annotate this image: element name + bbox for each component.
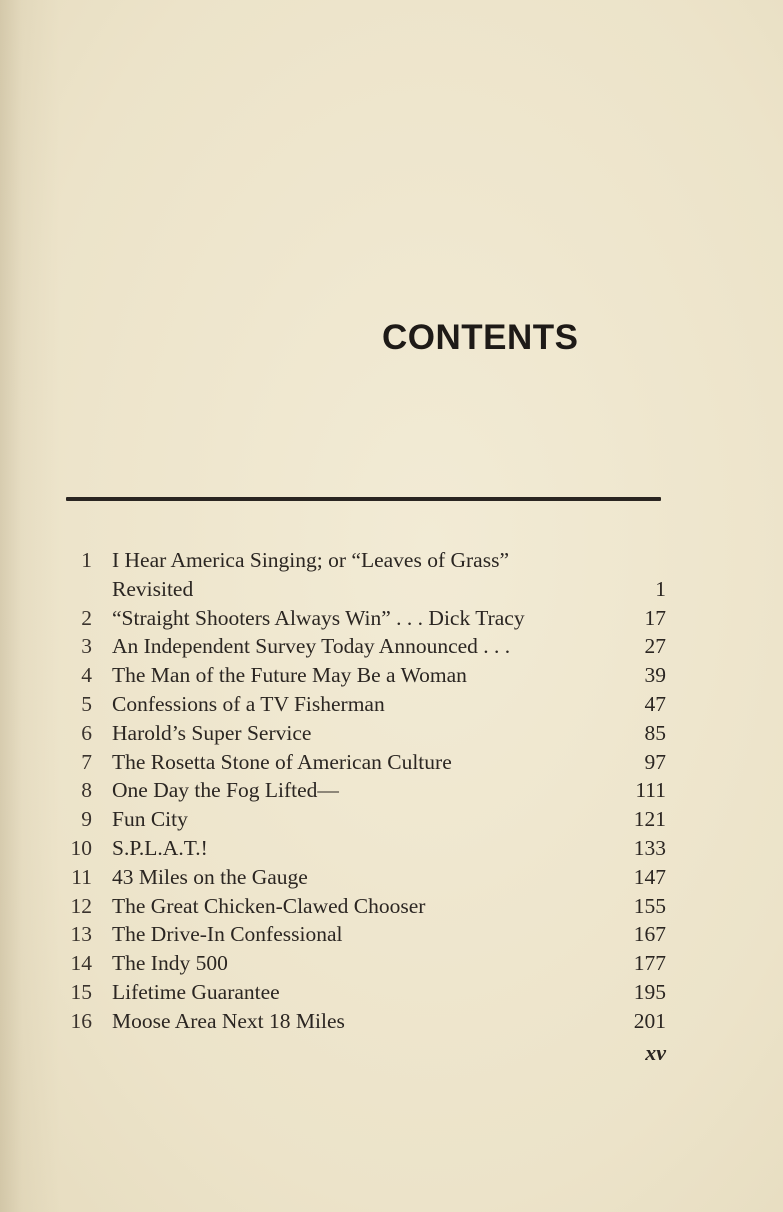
chapter-title: Moose Area Next 18 Miles: [112, 1008, 345, 1033]
toc-entry-14: [62, 949, 666, 978]
contents-list: [62, 546, 666, 1036]
chapter-number: 4: [81, 663, 92, 688]
chapter-number: 8: [81, 778, 92, 803]
folio-page-number: xv: [645, 1040, 666, 1065]
chapter-number: 16: [70, 1008, 92, 1033]
toc-entry-8: [62, 776, 666, 805]
chapter-title: One Day the Fog Lifted—: [112, 778, 339, 803]
chapter-title: 43 Miles on the Gauge: [112, 864, 308, 889]
toc-entry-2: [62, 604, 666, 633]
toc-entry-6: [62, 719, 666, 748]
chapter-title: Revisited: [112, 576, 194, 601]
toc-entry-10: [62, 834, 666, 863]
chapter-title: An Independent Survey Today Announced . . .: [112, 634, 511, 659]
page-number: 177: [633, 951, 666, 976]
page-number: 195: [633, 979, 666, 1004]
page-title: CONTENTS: [382, 318, 579, 357]
toc-entry-1: [62, 546, 666, 575]
page-number: 121: [633, 807, 666, 832]
chapter-number: 13: [70, 922, 92, 947]
chapter-number: 1: [81, 548, 92, 572]
toc-entry-16: [62, 1007, 666, 1036]
page-number: 1: [655, 576, 666, 601]
page-number: 155: [633, 893, 666, 918]
chapter-title: The Great Chicken-Clawed Chooser: [112, 893, 426, 918]
chapter-title: “Straight Shooters Always Win” . . . Dick Tracy: [112, 605, 525, 630]
chapter-title: S.P.L.A.T.!: [112, 835, 208, 860]
page-number: 167: [633, 922, 666, 947]
page-number: 39: [644, 663, 666, 688]
toc-entry-5: [62, 690, 666, 719]
chapter-number: 14: [70, 951, 92, 976]
chapter-title: Lifetime Guarantee: [112, 979, 280, 1004]
chapter-title: Confessions of a TV Fisherman: [112, 691, 385, 716]
toc-entry-13: [62, 920, 666, 949]
page-number: 47: [644, 691, 666, 716]
toc-entry-12: [62, 892, 666, 921]
chapter-number: 7: [81, 749, 92, 774]
toc-entry-4: [62, 661, 666, 690]
page-number: 97: [644, 749, 666, 774]
chapter-number: 15: [70, 979, 92, 1004]
page-number: 201: [633, 1008, 666, 1033]
chapter-title: I Hear America Singing; or “Leaves of Grass”: [112, 548, 510, 572]
chapter-number: 10: [70, 835, 92, 860]
chapter-number: 5: [81, 691, 92, 716]
toc-entry-7: [62, 748, 666, 777]
chapter-title: The Drive-In Confessional: [112, 922, 343, 947]
toc-entry-1-continued: [62, 575, 666, 604]
page-number: 133: [633, 835, 666, 860]
chapter-number: 11: [71, 864, 92, 889]
page-number: 17: [644, 605, 666, 630]
chapter-title: The Man of the Future May Be a Woman: [112, 663, 467, 688]
chapter-number: 3: [81, 634, 92, 659]
chapter-number: 12: [70, 893, 92, 918]
chapter-title: Fun City: [112, 807, 188, 832]
chapter-number: 2: [81, 605, 92, 630]
page-number: 27: [644, 634, 666, 659]
chapter-title: Harold’s Super Service: [112, 720, 312, 745]
page-number: 111: [635, 778, 666, 803]
toc-entry-11: [62, 863, 666, 892]
chapter-number: 6: [81, 720, 92, 745]
toc-entry-9: [62, 805, 666, 834]
chapter-title: The Rosetta Stone of American Culture: [112, 749, 452, 774]
title-divider: [66, 497, 661, 501]
toc-entry-15: [62, 978, 666, 1007]
toc-entry-3: [62, 632, 666, 661]
chapter-number: 9: [81, 807, 92, 832]
page-number: 85: [644, 720, 666, 745]
chapter-title: The Indy 500: [112, 951, 228, 976]
page-number: 147: [633, 864, 666, 889]
